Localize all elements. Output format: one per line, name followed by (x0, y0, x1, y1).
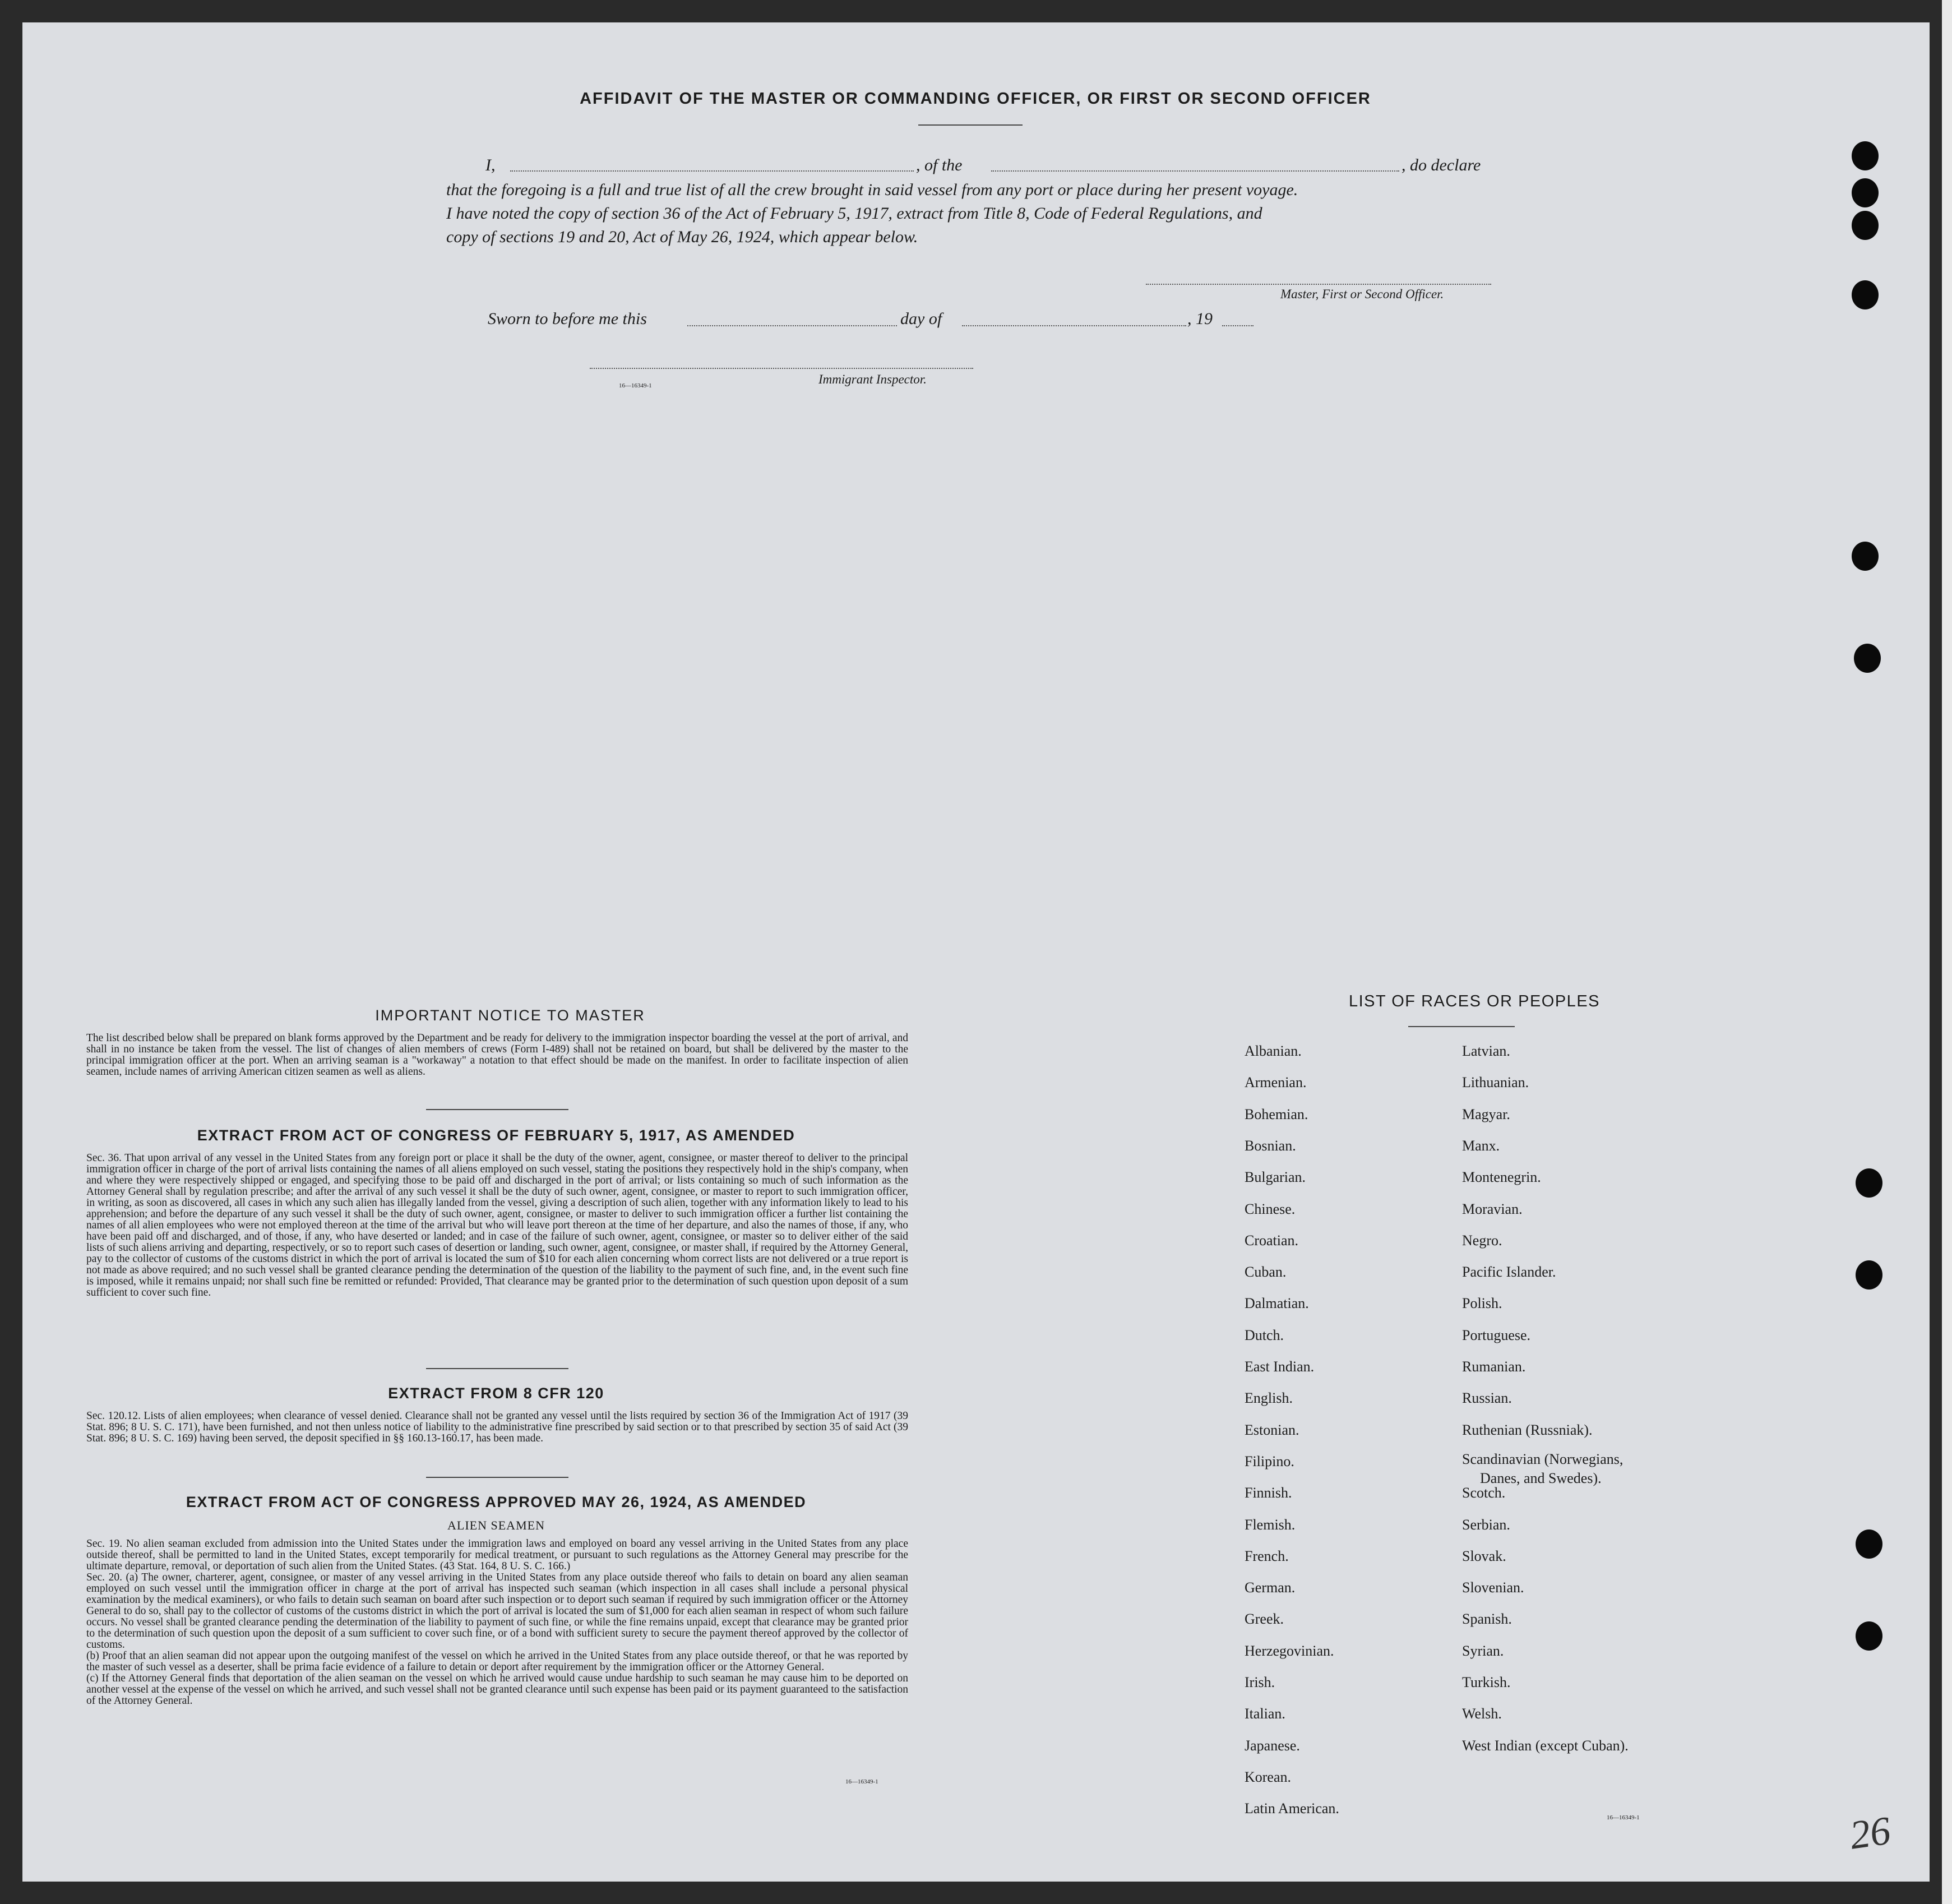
race-item: Spanish. (1462, 1611, 1512, 1627)
race-item: Bosnian. (1245, 1138, 1296, 1154)
race-item: Armenian. (1245, 1074, 1307, 1090)
race-item: Moravian. (1462, 1201, 1523, 1217)
vessel-blank[interactable] (991, 170, 1399, 172)
affidavit-line-4: copy of sections 19 and 20, Act of May 26, 1924, which appear below. (446, 228, 918, 246)
master-signature-blank[interactable] (1146, 284, 1491, 285)
punch-hole (1852, 178, 1879, 207)
sworn-year-blank[interactable] (1222, 325, 1253, 326)
race-item: Serbian. (1462, 1517, 1510, 1533)
extract-1917-title: EXTRACT FROM ACT OF CONGRESS OF FEBRUARY 5, 1917, AS AMENDED (197, 1127, 795, 1144)
extract-form-number: 16—16349-1 (845, 1778, 878, 1785)
race-item: Turkish. (1462, 1674, 1511, 1690)
sec-20b: (b) Proof that an alien seaman did not appear upon the outgoing manifest of the vessel on which he arrived in the United States from any place outside thereof, or that he was reported by the master of such vessel as a deserter, shall be prima facie evidence of a failure to detain or deport after requirement by the immigration officer or the Attorney General. (86, 1650, 908, 1673)
race-item: Latin American. (1245, 1800, 1339, 1817)
race-item: Cuban. (1245, 1264, 1287, 1280)
race-item: French. (1245, 1548, 1289, 1564)
race-item: Estonian. (1245, 1422, 1299, 1438)
punch-hole (1854, 644, 1881, 673)
race-item: Rumanian. (1462, 1358, 1526, 1375)
race-item: Chinese. (1245, 1201, 1296, 1217)
race-item: Danes, and Swedes). (1480, 1470, 1602, 1486)
extract-1924-body (86, 1538, 908, 1707)
race-item: Negro. (1462, 1232, 1502, 1249)
affidavit-title: AFFIDAVIT OF THE MASTER OR COMMANDING OFFICER, OR FIRST OR SECOND OFFICER (580, 90, 1371, 108)
punch-hole (1852, 280, 1879, 309)
race-item: West Indian (except Cuban). (1462, 1737, 1629, 1754)
day-of-label: day of (900, 309, 942, 328)
extract-1924-title: EXTRACT FROM ACT OF CONGRESS APPROVED MAY 26, 1924, AS AMENDED (186, 1494, 807, 1510)
master-signature-label: Master, First or Second Officer. (1280, 287, 1444, 301)
punch-hole (1852, 542, 1879, 571)
race-item: Pacific Islander. (1462, 1264, 1556, 1280)
title-divider (918, 124, 1023, 126)
race-item: Korean. (1245, 1769, 1292, 1785)
race-item: Bulgarian. (1245, 1169, 1306, 1185)
sworn-day-blank[interactable] (687, 325, 897, 326)
extract-1917-body: Sec. 36. That upon arrival of any vessel in the United States from any foreign port or place it shall be the duty of the owner, agent, consignee, or master thereof to deliver to the principal immigration officer in charge of the port of arrival lists containing the names of all aliens employed on such vessel, stating the positions they respectively hold in the ship's company, when and where they were respectively shipped or engaged, and specifying those to be paid off and discharged in the port of arrival; or lists containing so much of such information as the Attorney General shall by regulation prescribe; and after the arrival of any such vessel it shall be the duty of such owner, agent, consignee, or master to report to such immigration officer, in writing, as soon as discovered, all cases in which any such alien has illegally landed from the vessel, giving a description of such alien, together with any information likely to lead to his apprehension; and before the departure of any such vessel it shall be the duty of such owner, agent, consignee, or master to deliver to such immigration officer a further list containing the names of all alien employees who were not employed thereon at the time of the arrival but who will leave port thereon at the time of her departure, and also the names of those, if any, who have been paid off and discharged, and of those, if any, who have deserted or landed; and in case of the failure of such owner, agent, consignee, or master so to deliver either of the said lists of such aliens arriving and departing, respectively, or so to report such cases of desertion or landing, such owner, agent, consignee, or master shall, if required by the Attorney General, pay to the collector of customs of the customs district in which the port of arrival is located the sum of $10 for each alien concerning whom correct lists are not delivered or a true report is not made as above required; and no such vessel shall be granted clearance pending the determination of the question of the liability to the payment of such fine, and, in the event such fine is imposed, while it remains unpaid; nor shall such fine be remitted or refunded: Provided, That clearance may be granted prior to the determination of such question upon deposit of a sum sufficient to cover such fine. (86, 1152, 908, 1298)
sec-19: Sec. 19. No alien seaman excluded from admission into the United States under the immigration laws and employed on board any vessel arriving in the United States from any place outside thereof, shall be permitted to land in the United States, except temporarily for medical treatment, or pursuant to such regulations as the Attorney General may prescribe for the ultimate departure, removal, or deportation of such alien from the United States. (43 Stat. 164, 8 U. S. C. 166.) (86, 1538, 908, 1572)
affidavit-i-label: I, (485, 156, 496, 174)
sec-20c: (c) If the Attorney General finds that deportation of the alien seaman on the vessel on which he arrived would cause undue hardship to such seaman he may cause him to be deported on another vessel at the expense of the vessel on which he arrived, and such vessel shall not be granted clearance until such expense has been paid or its payment guaranteed to the satisfaction of the Attorney General. (86, 1672, 908, 1707)
races-form-number: 16—16349-1 (1607, 1814, 1640, 1821)
punch-hole (1856, 1260, 1882, 1290)
race-item: Italian. (1245, 1706, 1285, 1722)
race-item: Lithuanian. (1462, 1074, 1529, 1090)
race-item: Bohemian. (1245, 1106, 1308, 1122)
punch-hole (1856, 1529, 1882, 1559)
race-item: Japanese. (1245, 1737, 1300, 1754)
race-item: Portuguese. (1462, 1327, 1531, 1343)
punch-hole (1852, 211, 1879, 240)
handwritten-annotation: 26 (1847, 1808, 1894, 1858)
year-label: , 19 (1187, 309, 1213, 328)
section-divider (426, 1477, 568, 1478)
race-item: Croatian. (1245, 1232, 1299, 1249)
race-item: Slovak. (1462, 1548, 1506, 1564)
page-edge (1942, 0, 1952, 1904)
affidavit-form-number: 16—16349-1 (619, 382, 652, 389)
alien-seamen-subtitle: ALIEN SEAMEN (447, 1518, 545, 1532)
race-item: Montenegrin. (1462, 1169, 1541, 1185)
inspector-signature-blank[interactable] (590, 368, 973, 369)
race-item: Flemish. (1245, 1517, 1296, 1533)
affidavit-line-2: that the foregoing is a full and true list of all the crew brought in said vessel from any port or place during her present voyage. (446, 181, 1298, 199)
race-item: Herzegovinian. (1245, 1643, 1334, 1659)
race-item: English. (1245, 1390, 1293, 1406)
race-item: Dutch. (1245, 1327, 1284, 1343)
name-blank[interactable] (510, 170, 914, 172)
race-item: Filipino. (1245, 1453, 1294, 1469)
race-item: Syrian. (1462, 1643, 1504, 1659)
races-title: LIST OF RACES OR PEOPLES (1348, 992, 1601, 1010)
race-item: German. (1245, 1579, 1296, 1596)
race-item: Welsh. (1462, 1706, 1502, 1722)
race-item: Finnish. (1245, 1485, 1292, 1501)
race-item: Scandinavian (Norwegians, (1462, 1451, 1623, 1467)
race-item: Albanian. (1245, 1043, 1302, 1059)
race-item: East Indian. (1245, 1358, 1315, 1375)
race-item: Ruthenian (Russniak). (1462, 1422, 1593, 1438)
punch-hole (1856, 1168, 1882, 1198)
affidavit-declare-label: , do declare (1401, 156, 1481, 174)
race-item: Greek. (1245, 1611, 1284, 1627)
section-divider (426, 1109, 568, 1110)
race-item: Dalmatian. (1245, 1295, 1309, 1311)
race-item: Slovenian. (1462, 1579, 1524, 1596)
inspector-label: Immigrant Inspector. (818, 372, 927, 386)
punch-hole (1852, 141, 1879, 170)
extract-cfr-body: Sec. 120.12. Lists of alien employees; when clearance of vessel denied. Clearance shall not be granted any vessel until the lists required by section 36 of the Immigration Act of 1917 (39 Stat. 896; 8 U. S. C. 171), have been furnished, and not then unless notice of liability to the administrative fine prescribed by said section or to that prescribed by section 35 of said Act (39 Stat. 896; 8 U. S. C. 169) having been served, the deposit specified in §§ 160.13-160.17, has been made. (86, 1410, 908, 1444)
notice-title: IMPORTANT NOTICE TO MASTER (375, 1007, 645, 1024)
race-item: Irish. (1245, 1674, 1275, 1690)
section-divider (426, 1368, 568, 1369)
race-item: Magyar. (1462, 1106, 1510, 1122)
sworn-label: Sworn to before me this (488, 309, 647, 328)
race-item: Latvian. (1462, 1043, 1510, 1059)
sworn-month-blank[interactable] (962, 325, 1186, 326)
affidavit-of-label: , of the (916, 156, 963, 174)
race-item: Scotch. (1462, 1485, 1506, 1501)
affidavit-line-3: I have noted the copy of section 36 of the Act of February 5, 1917, extract from Title 8, Code of Federal Regulations, and (446, 204, 1262, 223)
race-item: Polish. (1462, 1295, 1502, 1311)
notice-body: The list described below shall be prepared on blank forms approved by the Department and be ready for delivery to the immigration inspector boarding the vessel at the port of arrival, and shall in no instance be taken from the vessel. The list of changes of alien members of crews (Form I-489) shall not be retained on board, but shall be delivered by the master to the principal immigration officer at the port. When an arriving seaman is a "workaway" a notation to that effect should be made on the manifest. In order to facilitate inspection of alien seamen, include names of arriving American citizen seamen as well as aliens. (86, 1032, 908, 1078)
extract-cfr-title: EXTRACT FROM 8 CFR 120 (388, 1385, 604, 1402)
sec-20a: Sec. 20. (a) The owner, charterer, agent, consignee, or master of any vessel arriving in the United States from any place outside thereof who fails to detain on board any alien seaman employed on such vessel until the immigration officer in charge at the port of arrival has inspected such seaman (which inspection in all cases shall include a personal physical examination by the medical examiners), or who fails to detain such seaman on board after such inspection or to deport such seaman if required by such immigration officer or the Attorney General to do so, shall pay to the collector of customs of the customs district in which the port of arrival is located the sum of $1,000 for each alien seaman in respect of whom such failure occurs. No vessel shall be granted clearance pending the determination of the liability to payment of such fine, or while the fine remains unpaid, except that clearance may be granted prior to the determination of such question upon the deposit of a sum sufficient to cover such fine, or of a bond with sufficient surety to secure the payment thereof approved by the collector of customs. (86, 1572, 908, 1651)
race-item: Manx. (1462, 1138, 1500, 1154)
punch-hole (1856, 1621, 1882, 1651)
race-item: Russian. (1462, 1390, 1512, 1406)
races-divider (1408, 1026, 1515, 1027)
